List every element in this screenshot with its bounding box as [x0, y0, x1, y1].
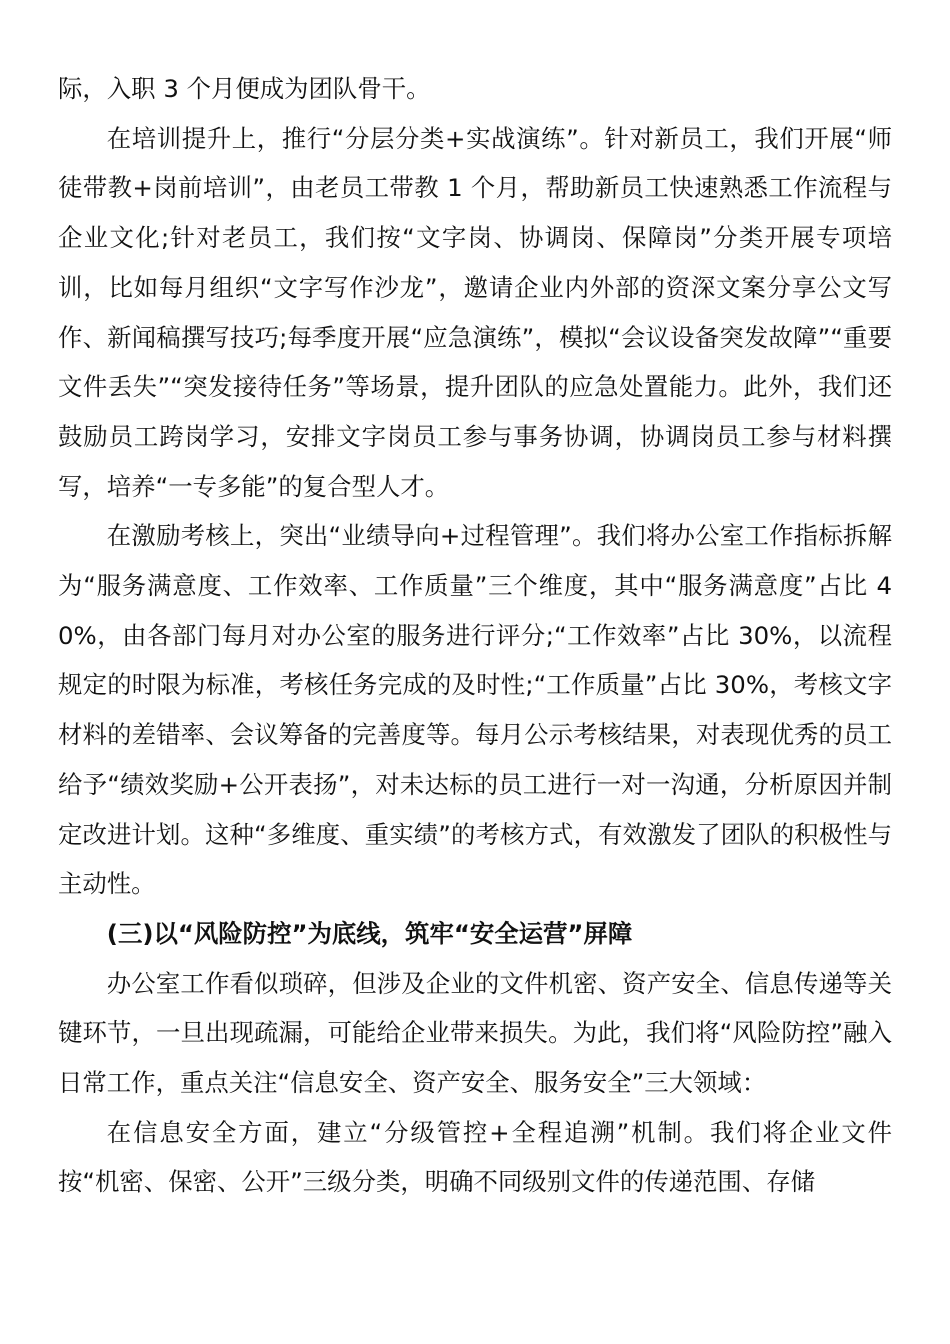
paragraph-training: 在培训提升上，推行“分层分类+实战演练”。针对新员工，我们开展“师徒带教+岗前培训”，由老员工带教 1 个月，帮助新员工快速熟悉工作流程与企业文化;针对老员工，我们按“文字岗、协调岗、保障岗”分类开展专项培训，比如每月组织“文字写作沙龙”，邀请企业内外部的资深文案分享公文写作、新闻稿撰写技巧;每季度开展“应急演练”，模拟“会议设备突发故障”“重要文件丢失”“突发接待任务”等场景，提升团队的应急处置能力。此外，我们还鼓励员工跨岗学习，安排文字岗员工参与事务协调，协调岗员工参与材料撰写，培养“一专多能”的复合型人才。 [58, 123, 892, 501]
paragraph-incentive-assessment: 在激励考核上，突出“业绩导向+过程管理”。我们将办公室工作指标拆解为“服务满意度、工作效率、工作质量”三个维度，其中“服务满意度”占比 40%，由各部门每月对办公室的服务进行评分;“工作效率”占比 30%，以流程规定的时限为标准，考核任务完成的及时性;“工作质量”占比 30%，考核文字材料的差错率、会议筹备的完善度等。每月公示考核结果，对表现优秀的员工给予“绩效奖励+公开表扬”，对未达标的员工进行一对一沟通，分析原因并制定改进计划。这种“多维度、重实绩”的考核方式，有效激发了团队的积极性与主动性。 [58, 521, 892, 899]
document-body [58, 64, 892, 1207]
paragraph-continuation: 际，入职 3 个月便成为团队骨干。 [58, 74, 431, 103]
paragraph-risk-overview: 办公室工作看似琐碎，但涉及企业的文件机密、资产安全、信息传递等关键环节，一旦出现疏漏，可能给企业带来损失。为此，我们将“风险防控”融入日常工作，重点关注“信息安全、资产安全、服务安全”三大领域： [58, 968, 892, 1098]
paragraph-information-security: 在信息安全方面，建立“分级管控+全程追溯”机制。我们将企业文件按“机密、保密、公开”三级分类，明确不同级别文件的传递范围、存储 [58, 1117, 892, 1197]
section-heading-risk-control: (三)以“风险防控”为底线，筑牢“安全运营”屏障 [106, 918, 633, 948]
